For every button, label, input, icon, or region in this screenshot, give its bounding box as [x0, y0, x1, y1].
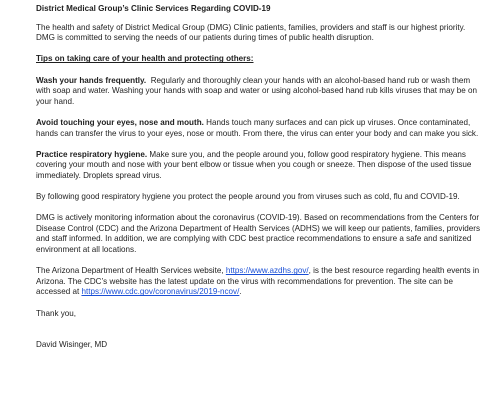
- signature-spacer: [36, 330, 483, 341]
- letter-page: [36, 4, 483, 362]
- monitoring-paragraph: DMG is actively monitoring information about the coronavirus (COVID-19). Based on recommendations from the Centers for Disease Control (CDC) and the Arizona Department of Health Services (ADHS) we will keep our patients, families, providers and staff informed. In addition, we are complying with CDC best practice recommendations to ensure a safe and sanitized environment at all locations.: [36, 213, 480, 255]
- intro-paragraph: The health and safety of District Medical Group (DMG) Clinic patients, families, providers and staff is our highest priority. DMG is committed to serving the needs of our patients during times of public health disruption.: [36, 22, 466, 43]
- tip-avoid-touching: [36, 118, 483, 139]
- tips-heading: Tips on taking care of your health and protecting others:: [36, 54, 254, 64]
- resources-text: The Arizona Department of Health Services website,: [36, 266, 226, 276]
- tip-lead: Avoid touching your eyes, nose and mouth.: [36, 117, 204, 127]
- respiratory-summary-paragraph: By following good respiratory hygiene you protect the people around you from viruses such as cold, flu and COVID-19.: [36, 192, 460, 202]
- tip-lead: Wash your hands frequently.: [36, 75, 147, 85]
- resources-text: .: [239, 287, 242, 297]
- cdc-link[interactable]: https://www.cdc.gov/coronavirus/2019-ncov/: [81, 287, 240, 297]
- tip-text: Make sure you, and the people around you, follow good respiratory hygiene. This means covering your mouth and nose with your bent elbow or tissue when you cough or sneeze. Then dispose of the used tissue immediately. Droplets spread virus.: [36, 149, 472, 180]
- resources-text: , is the best resource regarding health events in Arizona. The CDC’s website has the latest update on the virus with recommendations for prevention. The site can be accessed at: [36, 266, 480, 297]
- tip-text: Hands touch many surfaces and can pick up viruses. Once contaminated, hands can transfer the virus to your eyes, nose or mouth. From there, the virus can enter your body and can make you sick.: [36, 117, 479, 138]
- tip-respiratory-hygiene: [36, 150, 483, 182]
- tip-text: Regularly and thoroughly clean your hands with an alcohol-based hand rub or wash them with soap and water. Washing your hands with soap and water or using alcohol-based hand rub kills viruses that may be on your hand.: [36, 75, 478, 106]
- tip-wash-hands: [36, 76, 483, 108]
- closing-line: Thank you,: [36, 308, 77, 318]
- azdhs-link[interactable]: https://www.azdhs.gov/: [225, 266, 309, 276]
- tip-lead: Practice respiratory hygiene.: [36, 149, 148, 159]
- document-title: District Medical Group’s Clinic Services Regarding COVID-19: [36, 4, 271, 13]
- signature: David Wisinger, MD: [36, 340, 108, 350]
- resources-paragraph: [36, 266, 483, 298]
